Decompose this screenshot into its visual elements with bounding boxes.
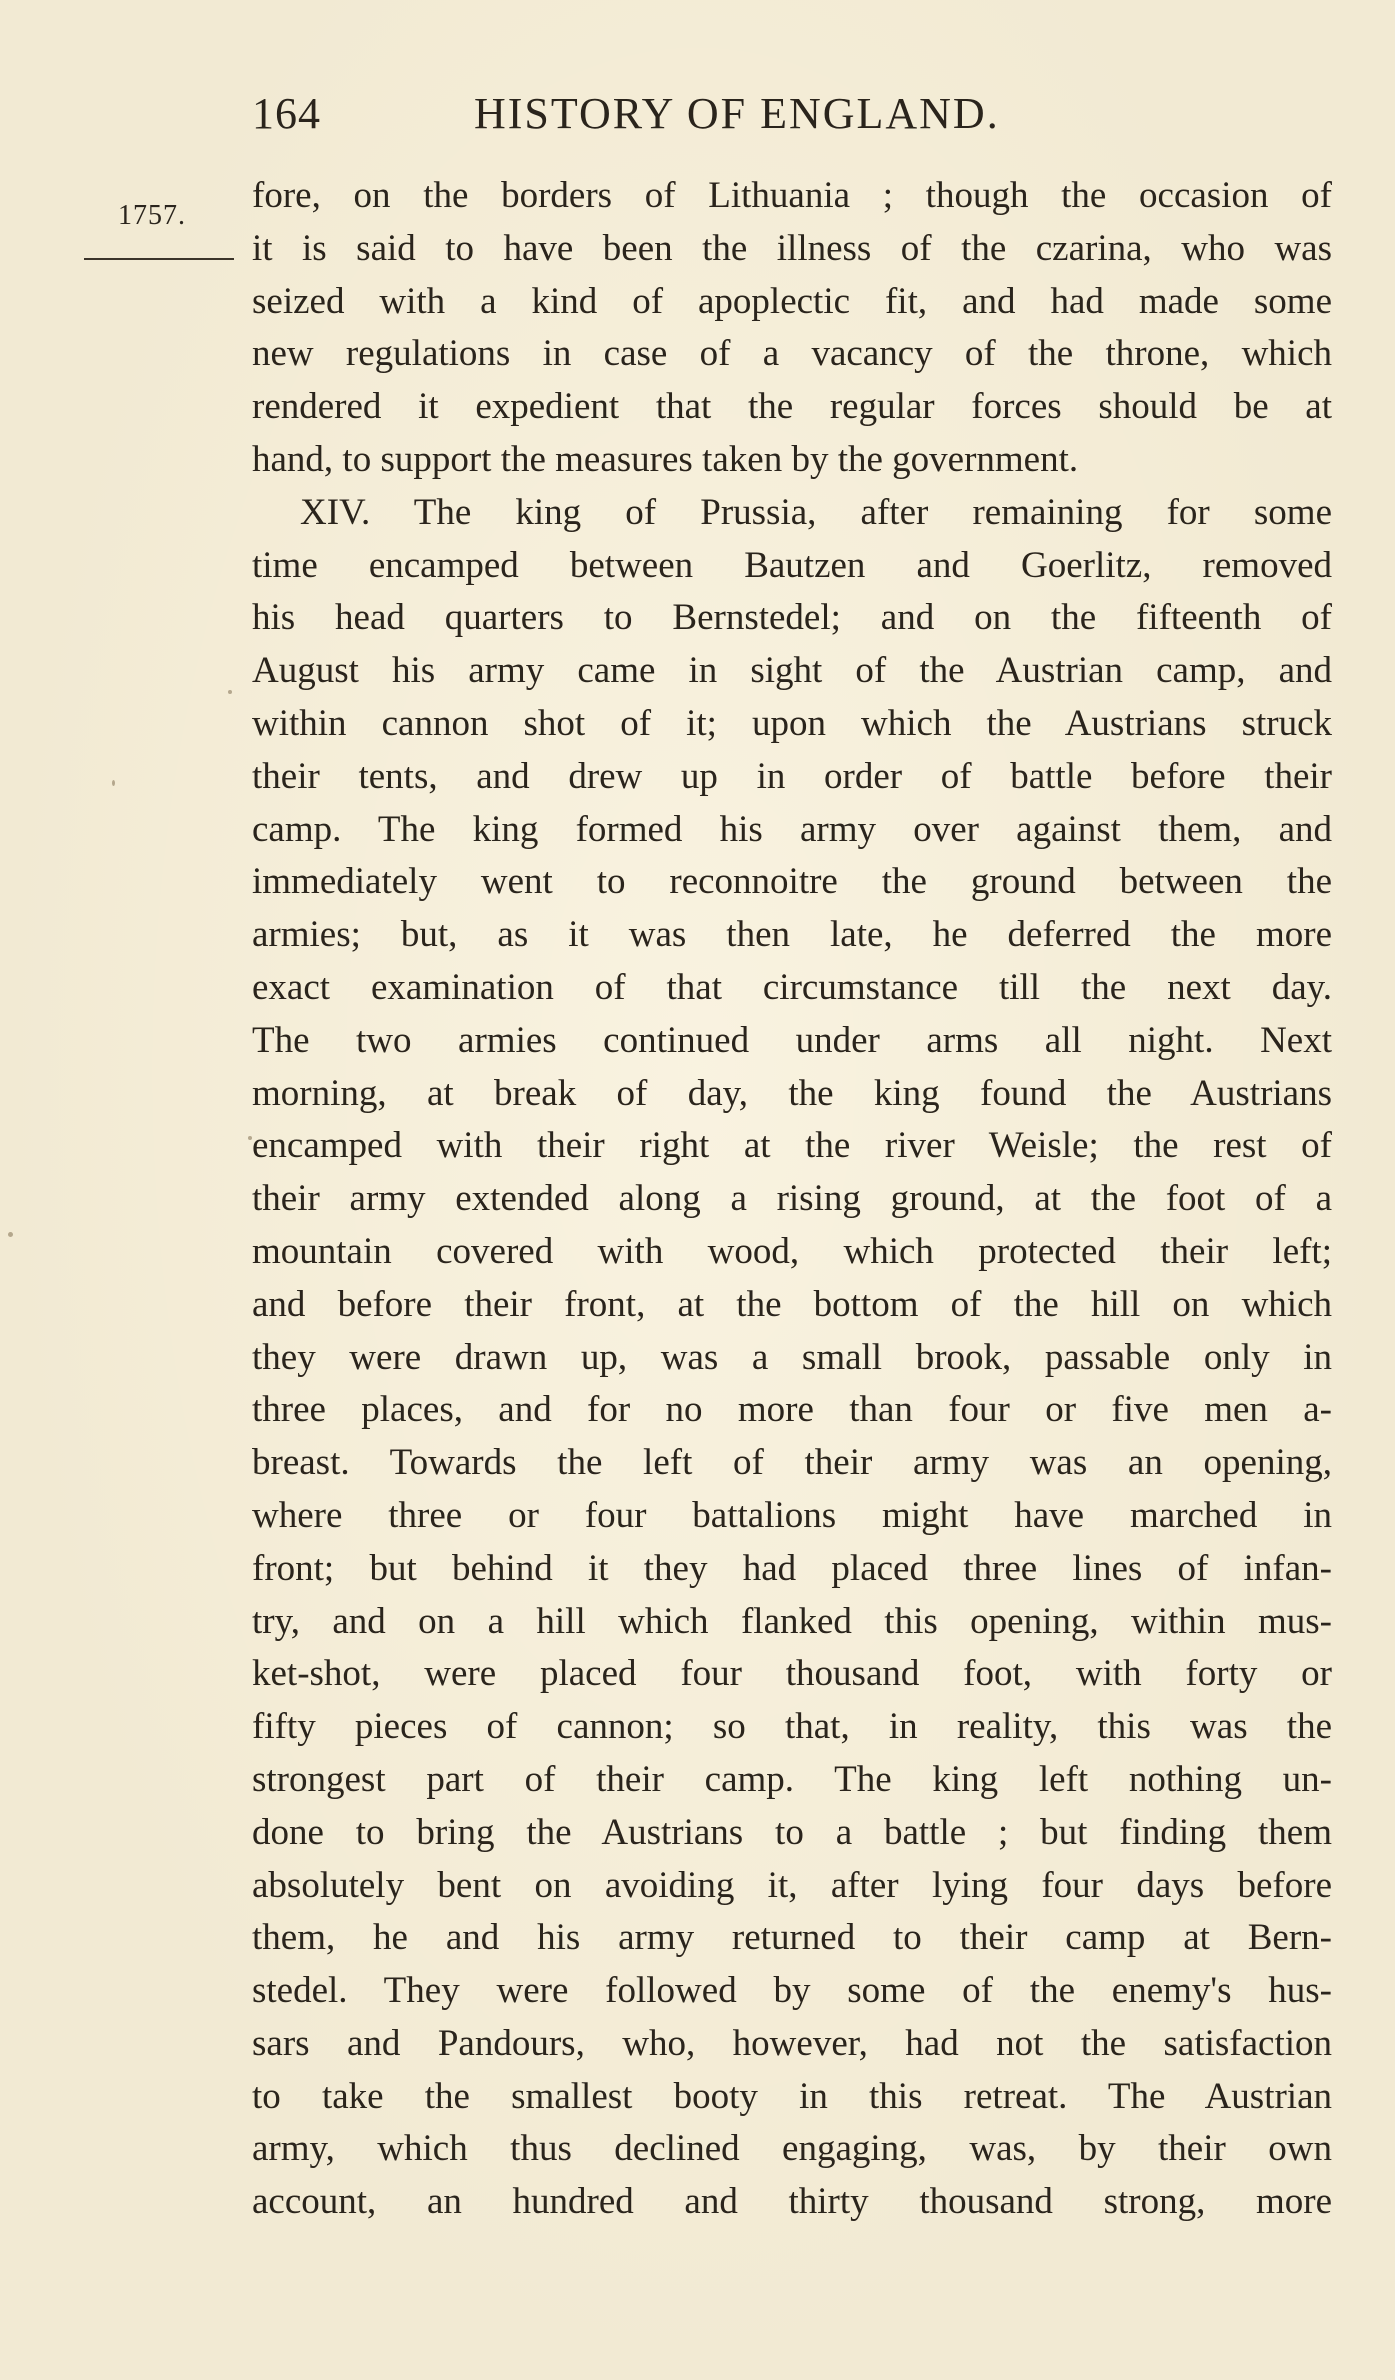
text-line: exact examination of that circumstance till the next day. [252, 966, 1332, 1008]
text-line: time encamped between Bautzen and Goerlitz, removed [252, 544, 1332, 586]
text-line: their army extended along a rising ground, at the foot of a [252, 1178, 1332, 1220]
text-line: it is said to have been the illness of the czarina, who was [252, 227, 1332, 269]
margin-rule [84, 258, 234, 260]
body-text [252, 170, 1332, 2229]
text-line: them, he and his army returned to their camp at Bern- [252, 1917, 1332, 1959]
text-line: encamped with their right at the river Weisle; the rest of [252, 1125, 1332, 1167]
text-line: absolutely bent on avoiding it, after lying four days before [252, 1864, 1332, 1906]
text-line: morning, at break of day, the king found the Austrians [252, 1072, 1332, 1114]
text-line: three places, and for no more than four or five men a- [252, 1389, 1332, 1431]
paper-speck [8, 1232, 13, 1237]
text-line: account, an hundred and thirty thousand strong, more [252, 2181, 1332, 2223]
text-line: try, and on a hill which flanked this opening, within mus- [252, 1600, 1332, 1642]
text-line: camp. The king formed his army over against them, and [252, 808, 1332, 850]
text-line: to take the smallest booty in this retreat. The Austrian [252, 2075, 1332, 2117]
text-line: August his army came in sight of the Austrian camp, and [252, 650, 1332, 692]
text-line: they were drawn up, was a small brook, passable only in [252, 1336, 1332, 1378]
text-line: within cannon shot of it; upon which the Austrians struck [252, 702, 1332, 744]
text-line: new regulations in case of a vacancy of the throne, which [252, 333, 1332, 375]
text-line: immediately went to reconnoitre the ground between the [252, 861, 1332, 903]
paper-speck [248, 1136, 252, 1140]
text-line: done to bring the Austrians to a battle ; but finding them [252, 1811, 1332, 1853]
text-line: fore, on the borders of Lithuania ; though the occasion of [252, 175, 1332, 216]
text-line: rendered it expedient that the regular forces should be at [252, 386, 1332, 428]
text-line: sars and Pandours, who, however, had not the satisfaction [252, 2022, 1332, 2064]
paper-speck [112, 780, 115, 786]
running-head [252, 88, 1102, 148]
page-number: 164 [252, 89, 321, 138]
text-line: armies; but, as it was then late, he deferred the more [252, 914, 1332, 956]
text-line: hand, to support the measures taken by the government. [252, 438, 1079, 480]
text-line: and before their front, at the bottom of the hill on which [252, 1283, 1332, 1325]
text-line: ket-shot, were placed four thousand foot, with forty or [252, 1653, 1332, 1695]
text-line: The two armies continued under arms all night. Next [252, 1019, 1332, 1061]
text-line: fifty pieces of cannon; so that, in reality, this was the [252, 1706, 1332, 1748]
text-line: their tents, and drew up in order of battle before their [252, 755, 1332, 797]
margin-year-note: 1757. [118, 200, 186, 231]
text-line: his head quarters to Bernstedel; and on the fifteenth of [252, 597, 1332, 639]
paper-speck [228, 690, 232, 694]
text-line: where three or four battalions might have marched in [252, 1494, 1332, 1536]
text-line: strongest part of their camp. The king left nothing un- [252, 1758, 1332, 1800]
text-line: army, which thus declined engaging, was, by their own [252, 2128, 1332, 2170]
text-line: mountain covered with wood, which protected their left; [252, 1230, 1332, 1272]
text-line: front; but behind it they had placed three lines of infan- [252, 1547, 1332, 1589]
book-title: HISTORY OF ENGLAND. [474, 89, 1000, 138]
text-line: breast. Towards the left of their army was an opening, [252, 1442, 1332, 1484]
text-line: seized with a kind of apoplectic fit, and had made some [252, 280, 1332, 322]
text-line: stedel. They were followed by some of the enemy's hus- [252, 1970, 1332, 2012]
text-line: XIV. The king of Prussia, after remaining for some [300, 491, 1332, 533]
